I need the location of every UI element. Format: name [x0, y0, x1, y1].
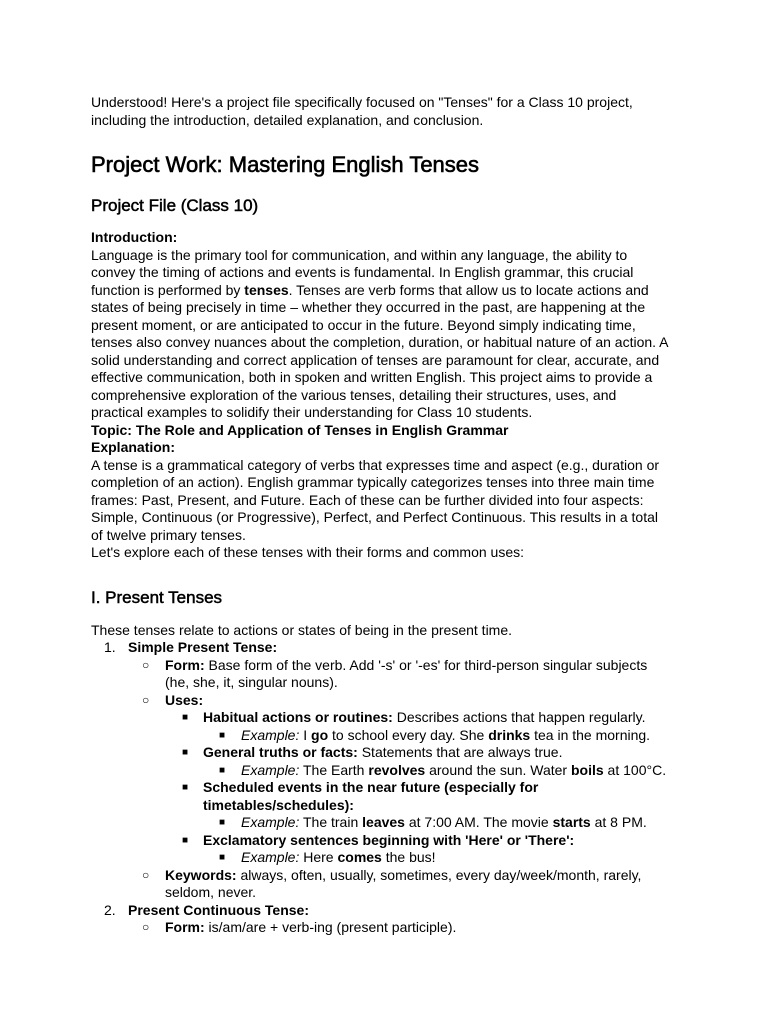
circle-bullet-icon: ○ — [142, 657, 150, 672]
square-bullet-icon: ■ — [219, 852, 226, 863]
topic-heading: Topic: The Role and Application of Tenses in English Grammar — [91, 421, 509, 438]
example-item: ■ Example: The train leaves at 7:00 AM. The movie starts at 8 PM. — [219, 814, 647, 830]
section-heading-present-tenses: I. Present Tenses — [91, 587, 223, 607]
list-item: ○ Keywords: always, often, usually, sometimes, every day/week/month, rarely, seldom, never. — [142, 866, 642, 900]
list-item: ■ Scheduled events in the near future (especially for timetables/schedules): ■ Example: The train leaves at 7:00 AM. The movie starts at 8 PM. — [165, 779, 672, 832]
list-item — [91, 902, 672, 937]
square-bullet-icon: ■ — [182, 782, 189, 793]
introduction-text: Language is the primary tool for communication, and within any language, the ability to convey the timing of actions and events is fundamental. In English grammar, this crucial function is performed by tenses. Tenses are verb forms that allow us to locate actions and states of being precisely in time – whether they occurred in the past, are happening at the present moment, or are anticipated to occur in the future. Beyond simply indicating time, tenses also convey nuances about the completion, duration, or habitual nature of an action. A solid understanding and correct application of tenses are paramount for clear, accurate, and effective communication, both in spoken and written English. This project aims to provide a comprehensive exploration of the various tenses, detailing their structures, uses, and practical examples to solidify their understanding for Class 10 students. — [91, 246, 668, 420]
tense-title: Simple Present Tense: — [128, 639, 278, 655]
intro-note: Understood! Here's a project file specifically focused on "Tenses" for a Class 10 project, including the introduction, detailed explanation, and conclusion. — [91, 94, 633, 128]
square-bullet-icon: ■ — [219, 729, 226, 741]
list-item — [91, 639, 672, 902]
square-bullet-icon: ■ — [182, 834, 189, 846]
tense-list — [91, 639, 672, 937]
tense-title: Present Continuous Tense: — [128, 901, 309, 918]
list-item: ■ Exclamatory sentences beginning with 'Here' or 'There': ■ Example: Here comes the bus! — [165, 832, 672, 867]
page-title: Project Work: Mastering English Tenses — [91, 152, 480, 177]
square-bullet-icon: ■ — [219, 764, 226, 776]
circle-bullet-icon: ○ — [142, 920, 150, 934]
section-lead: These tenses relate to actions or states of being in the present time. — [91, 621, 513, 638]
introduction-section — [91, 229, 672, 562]
circle-bullet-icon: ○ — [142, 867, 150, 882]
example-item: ■ Example: Here comes the bus! — [219, 849, 436, 865]
introduction-heading: Introduction: — [91, 229, 178, 245]
explore-text: Let's explore each of these tenses with their forms and common uses: — [91, 544, 525, 560]
list-item: ■ General truths or facts: Statements that are always true. ■ Example: The Earth revolves around the sun. Water boils at 100°C. — [165, 744, 672, 779]
list-item: ○ Form: is/am/are + verb-ing (present participle). — [142, 919, 457, 935]
explanation-text: A tense is a grammatical category of verbs that expresses time and aspect (e.g., duration or completion of an action). English grammar typically categorizes tenses into three main time frames: Past, Present, and Future. Each of these can be further divided into four aspects: Simple, Continuous (or Progressive), Perfect, and Perfect Continuous. This results in a total of twelve primary tenses. — [91, 456, 660, 543]
list-number: 2. — [104, 901, 116, 918]
list-item: ○ Uses: ■ Habitual actions or routines: Describes actions that happen regularly. ■ Example: I go to school every day. She drinks tea in the morning. ■ General truths or facts: Statements that are always true. ■ Example: The Earth revolves around the sun. Water boils at 100°C. ■ Scheduled events in the near future (especially for timetables/schedules): ■ Example: The train leaves at 7:00 AM. The movie starts at 8 PM. ■ Exclamatory sentences beginning with 'Here' or 'There': ■ Example: Here comes the bus! — [128, 692, 672, 867]
square-bullet-icon: ■ — [219, 817, 226, 828]
explanation-heading: Explanation: — [91, 439, 176, 455]
square-bullet-icon: ■ — [182, 747, 189, 758]
example-item: ■ Example: I go to school every day. She drinks tea in the morning. — [219, 726, 651, 743]
list-item: ○ Form: Base form of the verb. Add '-s' or '-es' for third-person singular subjects (he, she, it, singular nouns). — [142, 656, 648, 690]
circle-bullet-icon: ○ — [142, 692, 150, 707]
list-number: 1. — [104, 639, 116, 655]
example-item: ■ Example: The Earth revolves around the sun. Water boils at 100°C. — [219, 761, 667, 778]
list-item: ■ Habitual actions or routines: Describes actions that happen regularly. ■ Example: I go to school every day. She drinks tea in the morning. — [165, 709, 672, 744]
page-subtitle: Project File (Class 10) — [91, 196, 259, 215]
square-bullet-icon: ■ — [182, 712, 189, 723]
